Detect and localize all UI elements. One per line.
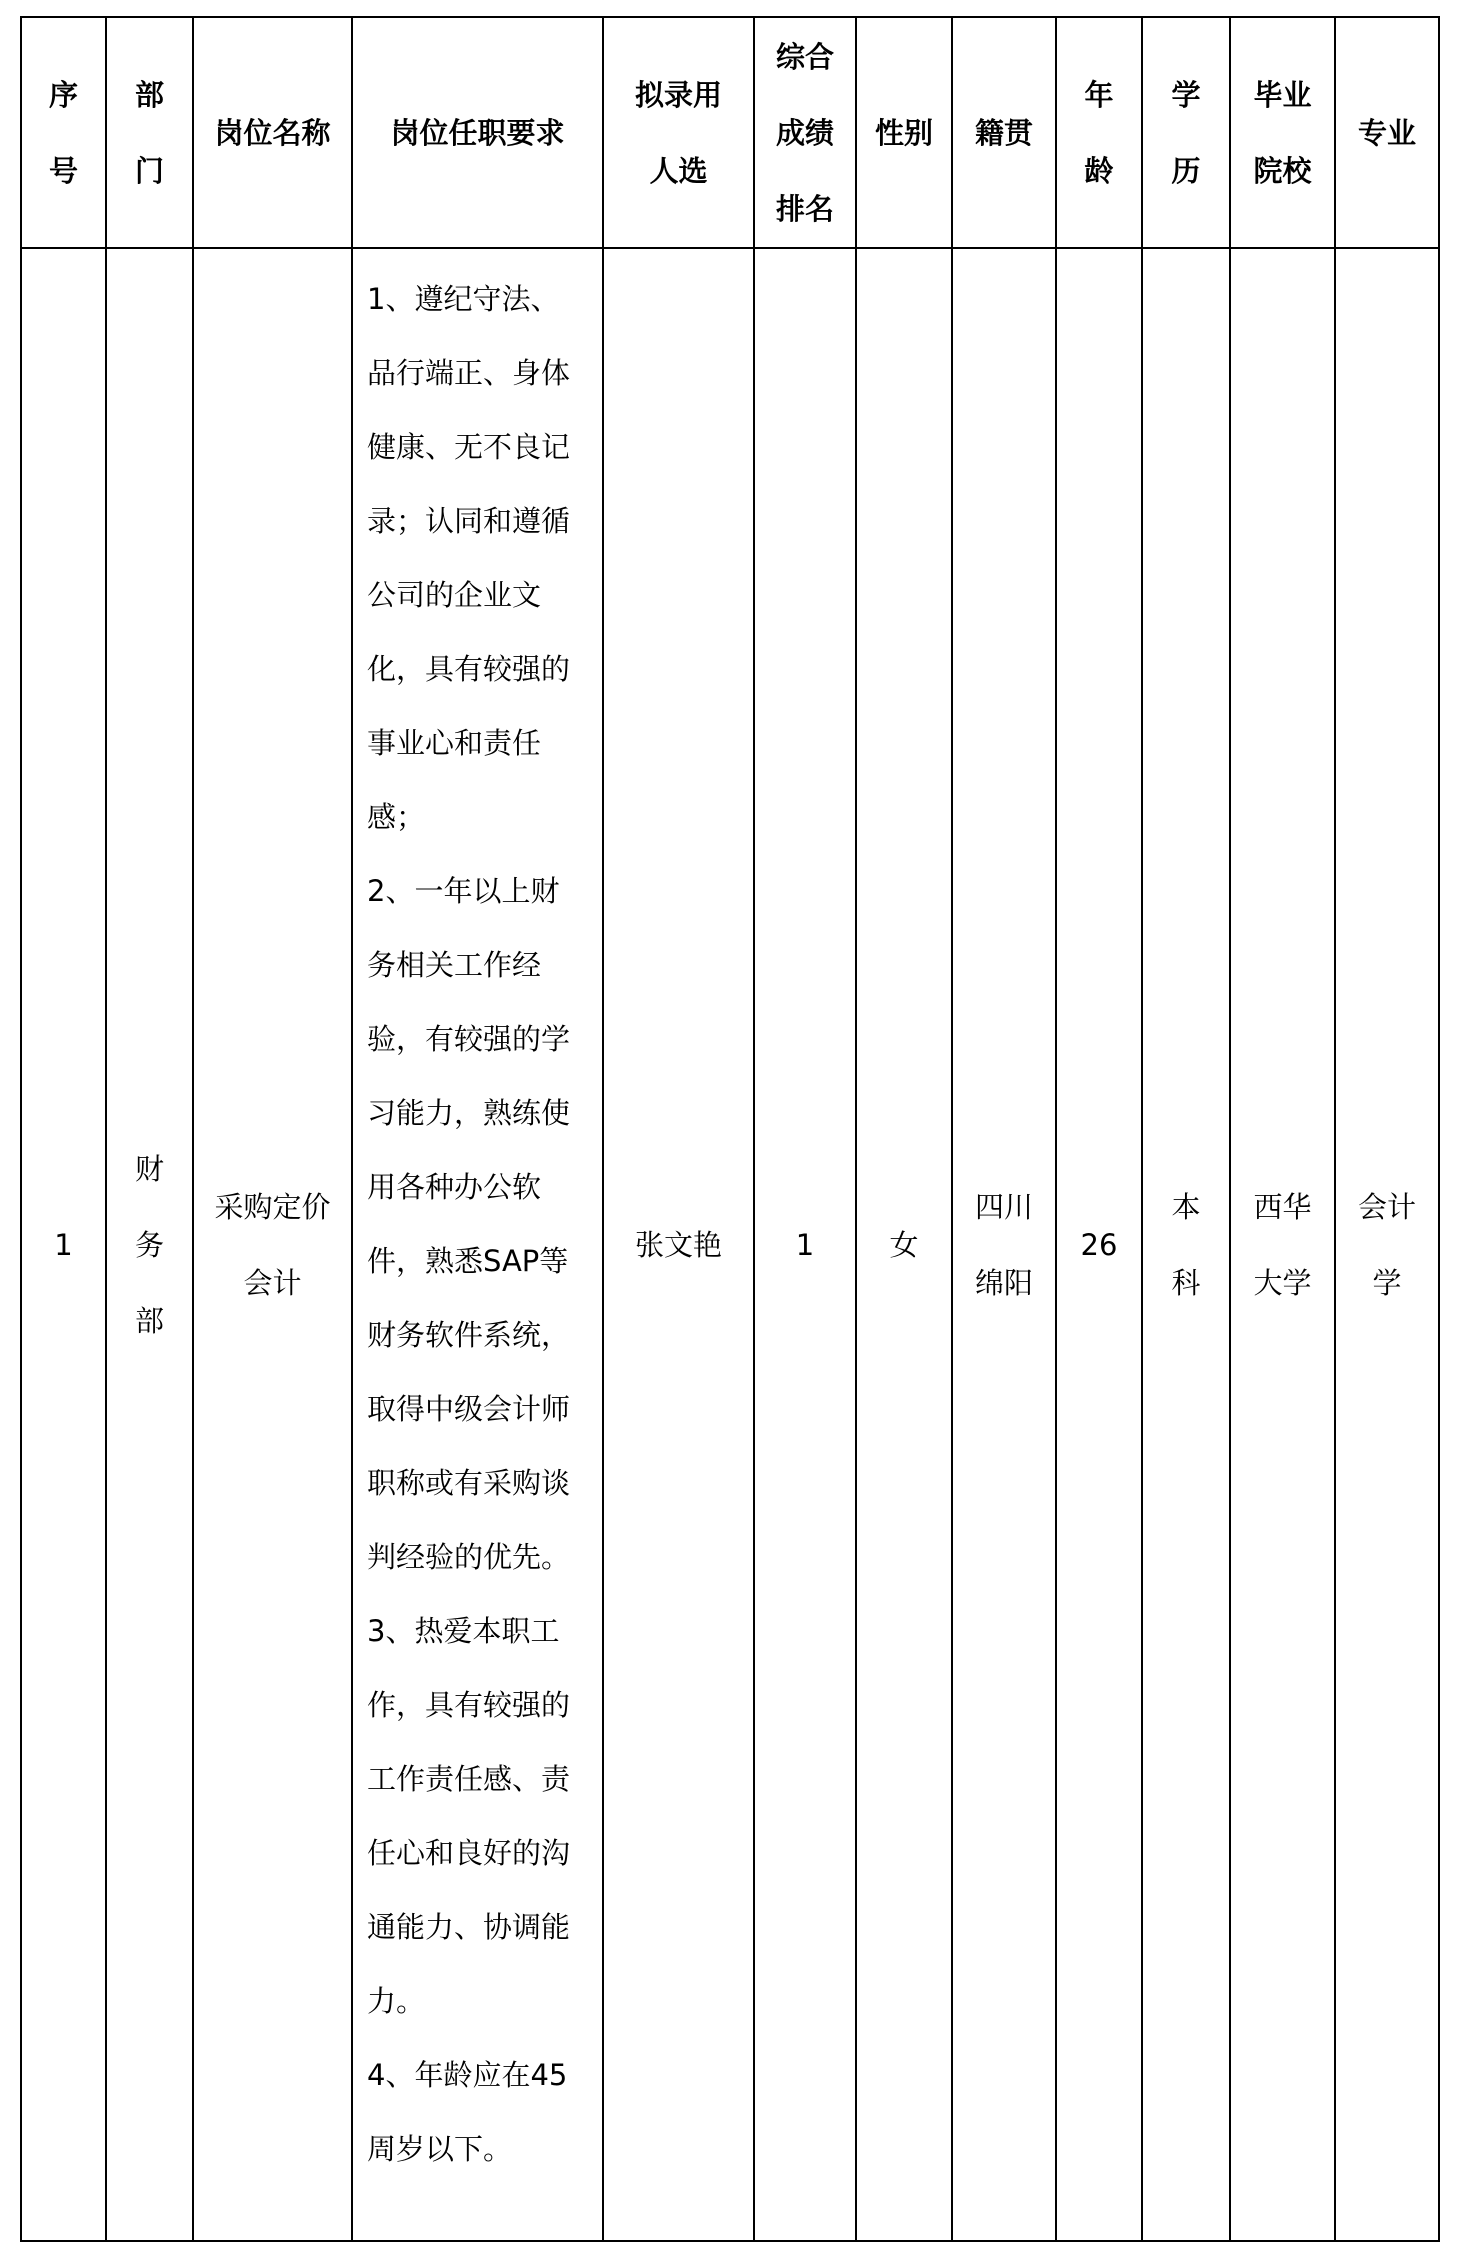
text-line: 综合 bbox=[775, 39, 834, 74]
text-line: 财务软件系统， bbox=[367, 1318, 571, 1352]
text-line: 排名 bbox=[775, 191, 834, 226]
header-origin bbox=[952, 17, 1056, 248]
text-line: 任心和良好的沟 bbox=[367, 1836, 571, 1870]
header-age bbox=[1056, 17, 1142, 248]
text-line: 事业心和责任 bbox=[367, 726, 542, 760]
text-line: 籍贯 bbox=[974, 115, 1033, 150]
text-line: 件，熟悉SAP等 bbox=[367, 1244, 569, 1278]
text-line: 周岁以下。 bbox=[367, 2132, 513, 2166]
text-line: 判经验的优先。 bbox=[367, 1540, 571, 1574]
cell-candidate: 张文艳 bbox=[603, 248, 754, 2241]
text-line: 习能力，熟练使 bbox=[367, 1096, 571, 1130]
cell-origin bbox=[952, 248, 1056, 2241]
text-line: 通能力、协调能 bbox=[367, 1910, 571, 1944]
text-line: 龄 bbox=[1084, 153, 1114, 188]
text-line: 会计 bbox=[243, 1265, 302, 1300]
text-line: 本 bbox=[1171, 1189, 1201, 1224]
text-line: 大学 bbox=[1253, 1265, 1312, 1300]
text-line: 1、遵纪守法、 bbox=[367, 282, 560, 316]
text-line: 性别 bbox=[874, 115, 933, 150]
table-row bbox=[21, 248, 1439, 2241]
cell-education bbox=[1142, 248, 1230, 2241]
text-line: 年 bbox=[1084, 77, 1114, 112]
header-major bbox=[1335, 17, 1439, 248]
text-line: 岗位名称 bbox=[214, 115, 331, 150]
text-line: 公司的企业文 bbox=[367, 578, 542, 612]
text-line: 品行端正、身体 bbox=[367, 356, 571, 390]
text-line: 西华 bbox=[1253, 1189, 1312, 1224]
text-line: 作，具有较强的 bbox=[367, 1688, 571, 1722]
cell-age: 26 bbox=[1056, 248, 1142, 2241]
header-candidate-text: 拟录用人选 bbox=[634, 77, 722, 188]
header-rank bbox=[754, 17, 856, 248]
text-line: 化，具有较强的 bbox=[367, 652, 571, 686]
text-line: 录；认同和遵循 bbox=[367, 504, 571, 538]
header-school-text: 毕业院校 bbox=[1253, 77, 1312, 188]
text-line: 4、年龄应在45 bbox=[367, 2058, 568, 2092]
text-line: 科 bbox=[1171, 1265, 1201, 1300]
text-line: 岗位任职要求 bbox=[390, 115, 565, 150]
text-line: 学 bbox=[1372, 1265, 1402, 1300]
text-line: 会计 bbox=[1357, 1189, 1416, 1224]
header-dept bbox=[106, 17, 193, 248]
header-requirements bbox=[352, 17, 603, 248]
header-position bbox=[193, 17, 352, 248]
cell-gender: 女 bbox=[856, 248, 952, 2241]
header-school bbox=[1230, 17, 1335, 248]
text-line: 部 bbox=[134, 77, 164, 112]
text-line: 工作责任感、责 bbox=[367, 1762, 571, 1796]
text-line: 取得中级会计师 bbox=[367, 1392, 571, 1426]
cell-rank: 1 bbox=[754, 248, 856, 2241]
header-gender bbox=[856, 17, 952, 248]
cell-dept bbox=[106, 248, 193, 2241]
header-row bbox=[21, 17, 1439, 248]
text-line: 专业 bbox=[1357, 115, 1416, 150]
text-line: 部 bbox=[134, 1303, 164, 1338]
text-line: 用各种办公软 bbox=[367, 1170, 542, 1204]
cell-school bbox=[1230, 248, 1335, 2241]
cell-position bbox=[193, 248, 352, 2241]
text-line: 学 bbox=[1171, 77, 1201, 112]
text-line: 绵阳 bbox=[974, 1265, 1033, 1300]
text-line: 2、一年以上财 bbox=[367, 874, 560, 908]
text-line: 序 bbox=[48, 77, 78, 112]
text-line: 验，有较强的学 bbox=[367, 1022, 571, 1056]
cell-requirements bbox=[352, 248, 603, 2241]
text-line: 健康、无不良记 bbox=[367, 430, 571, 464]
text-line: 四川 bbox=[974, 1189, 1033, 1224]
text-line: 成绩 bbox=[775, 115, 834, 150]
text-line: 务 bbox=[134, 1227, 164, 1262]
text-line: 号 bbox=[48, 153, 78, 188]
header-no bbox=[21, 17, 106, 248]
text-line: 3、热爱本职工 bbox=[367, 1614, 560, 1648]
cell-no: 1 bbox=[21, 248, 106, 2241]
text-line: 财 bbox=[134, 1151, 164, 1186]
text-line: 历 bbox=[1171, 153, 1201, 188]
header-candidate bbox=[603, 17, 754, 248]
recruitment-table bbox=[20, 16, 1440, 2242]
text-line: 力。 bbox=[367, 1984, 426, 2018]
text-line: 采购定价 bbox=[214, 1189, 331, 1224]
text-line: 职称或有采购谈 bbox=[367, 1466, 571, 1500]
header-education bbox=[1142, 17, 1230, 248]
text-line: 门 bbox=[134, 153, 164, 188]
text-line: 感； bbox=[367, 800, 426, 834]
text-line: 务相关工作经 bbox=[367, 948, 542, 982]
cell-major bbox=[1335, 248, 1439, 2241]
